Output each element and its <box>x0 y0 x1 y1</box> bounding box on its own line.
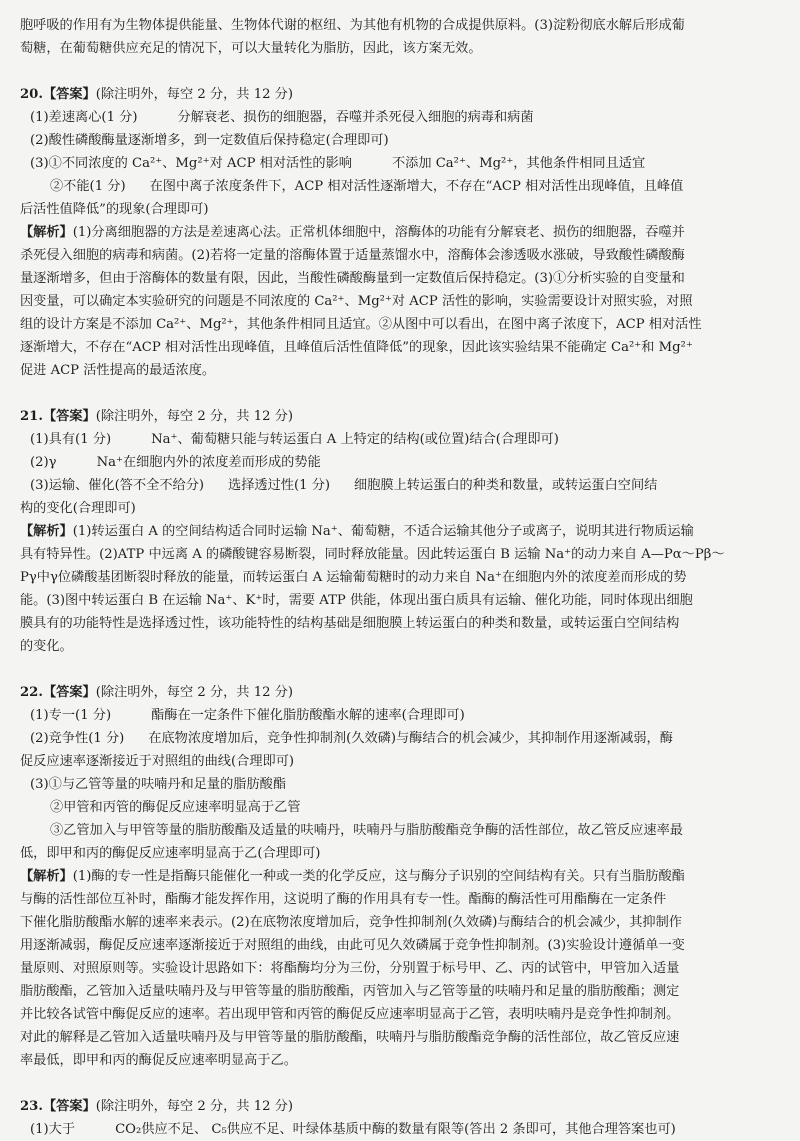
answer-part: (3)①不同浓度的 Ca²⁺、Mg²⁺对 ACP 相对活性的影响 <box>30 156 352 171</box>
answer-part: (1)差速离心(1 分) <box>30 110 138 125</box>
answer-part: 不添加 Ca²⁺、Mg²⁺，其他条件相同且适宜 <box>391 156 646 171</box>
explanation-line: 因变量，可以确定本实验研究的问题是不同浓度的 Ca²⁺、Mg²⁺对 ACP 活性的影响，实验需要设计对照实验，对照 <box>20 294 693 309</box>
answer-line: 后活性值降低”的现象(合理即可) <box>20 202 209 217</box>
explanation-line: 脂肪酸酯，乙管加入适量呋喃丹及与甲管等量的脂肪酸酯，丙管加入与乙管等量的呋喃丹和足量的脂肪酸酯；测定 <box>20 984 680 999</box>
explanation-line: 逐渐增大，不存在“ACP 相对活性出现峰值，且峰值后活性值降低”的现象，因此该实验结果不能确定 Ca²⁺和 Mg²⁺ <box>20 340 693 355</box>
answer-part: 选择透过性(1 分) <box>228 478 331 493</box>
explanation-tag: 【解析】 <box>20 869 73 884</box>
explanation-line: 具有特异性。(2)ATP 中远离 A 的磷酸键容易断裂，同时释放能量。因此转运蛋白 B 运输 Na⁺的动力来自 A—Pα～Pβ～ <box>20 547 725 562</box>
explanation-line <box>20 221 770 244</box>
explanation-line: 量逐渐增多，但由于溶酶体的数量有限，因此，当酸性磷酸酶量到一定数值后保持稳定。(3)①分析实验的自变量和 <box>20 271 685 286</box>
answer-line: 低，即甲和丙的酶促反应速率明显高于乙(合理即可) <box>20 846 321 861</box>
answer-line <box>20 451 770 474</box>
question-number: 22. <box>20 685 43 700</box>
answer-line <box>20 106 770 129</box>
answer-part: (1)大于 <box>30 1122 76 1137</box>
answer-tag: 【答案】 <box>42 87 96 102</box>
explanation-line: 对此的解释是乙管加入适量呋喃丹及与甲管等量的脂肪酸酯，呋喃丹与脂肪酸酯竞争酶的活性部位，故乙管反应速 <box>20 1030 680 1045</box>
answer-line: 构的变化(合理即可) <box>20 501 136 516</box>
score-note: (除注明外，每空 2 分，共 12 分) <box>95 1099 293 1114</box>
answer-part: (3)运输、催化(答不全不给分) <box>30 478 205 493</box>
answer-tag: 【答案】 <box>42 409 96 424</box>
answer-line: 促反应速率逐渐接近于对照组的曲线(合理即可) <box>20 754 295 769</box>
score-note: (除注明外，每空 2 分，共 12 分) <box>95 685 293 700</box>
question-heading <box>20 405 770 428</box>
explanation-line: 组的设计方案是不添加 Ca²⁺、Mg²⁺，其他条件相同且适宜。②从图中可以看出，在图中离子浓度下，ACP 相对活性 <box>20 317 702 332</box>
explanation-text: (1)酶的专一性是指酶只能催化一种或一类的化学反应，这与酶分子识别的空间结构有关。只有当脂肪酸酯 <box>72 869 685 884</box>
question-heading <box>20 1095 770 1118</box>
explanation-text: (1)转运蛋白 A 的空间结构适合同时运输 Na⁺、葡萄糖，不适合运输其他分子或离子，说明其进行物质运输 <box>72 524 694 539</box>
explanation-line: 率最低，即甲和丙的酶促反应速率明显高于乙。 <box>20 1053 297 1068</box>
answer-line <box>20 727 770 750</box>
explanation-line: 量原则、对照原则等。实验设计思路如下：将酯酶均分为三份，分别置于标号甲、乙、丙的试管中，甲管加入适量 <box>20 961 680 976</box>
answer-part: (2)竞争性(1 分) <box>30 731 125 746</box>
explanation-line: 下催化脂肪酸酯水解的速率来表示。(2)在底物浓度增加后，竞争性抑制剂(久效磷)与酶结合的机会减少，其抑制作 <box>20 915 682 930</box>
question-number: 20. <box>20 87 43 102</box>
answer-part: (2)γ <box>30 455 57 470</box>
answer-part: 在图中离子浓度条件下，ACP 相对活性逐渐增大，不存在“ACP 相对活性出现峰值，且峰值 <box>149 179 684 194</box>
answer-part: 分解衰老、损伤的细胞器，吞噬并杀死侵入细胞的病毒和病菌 <box>177 110 534 125</box>
answer-part: Na⁺在细胞内外的浓度差而形成的势能 <box>96 455 321 470</box>
explanation-line: 杀死侵入细胞的病毒和病菌。(2)若将一定量的溶酶体置于适量蒸馏水中，溶酶体会渗透吸水涨破，导致酸性磷酸酶 <box>20 248 685 263</box>
explanation-tag: 【解析】 <box>20 225 73 240</box>
question-20-section <box>20 83 770 382</box>
answer-tag: 【答案】 <box>42 1099 96 1114</box>
explanation-line <box>20 865 770 888</box>
explanation-line: Pγ中γ位磷酸基团断裂时释放的能量，而转运蛋白 A 运输葡萄糖时的动力来自 Na⁺在细胞内外的浓度差而形成的势 <box>20 570 687 585</box>
answer-line <box>20 175 770 198</box>
explanation-line: 与酶的活性部位互补时，酯酶才能发挥作用，这说明了酶的作用具有专一性。酯酶的酶活性可用酯酶在一定条件 <box>20 892 667 907</box>
explanation-line: 的变化。 <box>20 639 73 654</box>
explanation-line <box>20 520 770 543</box>
score-note: (除注明外，每空 2 分，共 12 分) <box>95 409 293 424</box>
text-line: 萄糖，在葡萄糖供应充足的情况下，可以大量转化为脂肪，因此，该方案无效。 <box>20 41 482 56</box>
question-23-section <box>20 1095 770 1141</box>
answer-line <box>20 704 770 727</box>
question-number: 23. <box>20 1099 43 1114</box>
question-number: 21. <box>20 409 43 424</box>
answer-line: ②甲管和丙管的酶促反应速率明显高于乙管 <box>50 800 301 815</box>
intro-section <box>20 14 770 60</box>
answer-line <box>20 152 770 175</box>
explanation-line: 并比较各试管中酶促反应的速率。若出现甲管和丙管的酶促反应速率明显高于乙管，表明呋喃丹是竞争性抑制剂。 <box>20 1007 680 1022</box>
answer-line: ③乙管加入与甲管等量的脂肪酸酯及适量的呋喃丹，呋喃丹与脂肪酸酯竞争酶的活性部位，故乙管反应速率最 <box>50 823 683 838</box>
answer-part: 细胞膜上转运蛋白的种类和数量，或转运蛋白空间结 <box>354 478 658 493</box>
question-22-section <box>20 681 770 1072</box>
question-heading <box>20 681 770 704</box>
answer-line <box>20 474 770 497</box>
answer-part: 酯酶在一定条件下催化脂肪酸酯水解的速率(合理即可) <box>151 708 465 723</box>
answer-part: ②不能(1 分) <box>50 179 126 194</box>
answer-line <box>20 428 770 451</box>
explanation-line: 膜具有的功能特性是选择透过性，该功能特性的结构基础是细胞膜上转运蛋白的种类和数量，或转运蛋白空间结构 <box>20 616 680 631</box>
question-heading <box>20 83 770 106</box>
answer-part: CO₂供应不足、 C₅供应不足、叶绿体基质中酶的数量有限等(答出 2 条即可，其他合理答案也可) <box>115 1122 676 1137</box>
explanation-line: 能。(3)图中转运蛋白 B 在运输 Na⁺、K⁺时，需要 ATP 供能，体现出蛋白质具有运输、催化功能，同时体现出细胞 <box>20 593 693 608</box>
answer-line: (2)酸性磷酸酶量逐渐增多，到一定数值后保持稳定(合理即可) <box>30 133 389 148</box>
explanation-line: 用逐渐减弱，酶促反应速率逐渐接近于对照组的曲线，由此可见久效磷属于竞争性抑制剂。(3)实验设计遵循单一变 <box>20 938 685 953</box>
answer-part: (1)专一(1 分) <box>30 708 112 723</box>
score-note: (除注明外，每空 2 分，共 12 分) <box>95 87 293 102</box>
explanation-text: (1)分离细胞器的方法是差速离心法。正常机体细胞中，溶酶体的功能有分解衰老、损伤的细胞器，吞噬并 <box>72 225 685 240</box>
answer-tag: 【答案】 <box>42 685 96 700</box>
text-line: 胞呼吸的作用有为生物体提供能量、生物体代谢的枢纽、为其他有机物的合成提供原料。(3)淀粉彻底水解后形成葡 <box>20 18 685 33</box>
answer-part: 在底物浓度增加后，竞争性抑制剂(久效磷)与酶结合的机会减少，其抑制作用逐渐减弱，酶 <box>148 731 673 746</box>
answer-line: (3)①与乙管等量的呋喃丹和足量的脂肪酸酯 <box>30 777 287 792</box>
explanation-tag: 【解析】 <box>20 524 73 539</box>
explanation-line: 促进 ACP 活性提高的最适浓度。 <box>20 363 216 378</box>
question-21-section <box>20 405 770 658</box>
answer-part: (1)具有(1 分) <box>30 432 112 447</box>
answer-part: Na⁺、葡萄糖只能与转运蛋白 A 上特定的结构(或位置)结合(合理即可) <box>151 432 559 447</box>
